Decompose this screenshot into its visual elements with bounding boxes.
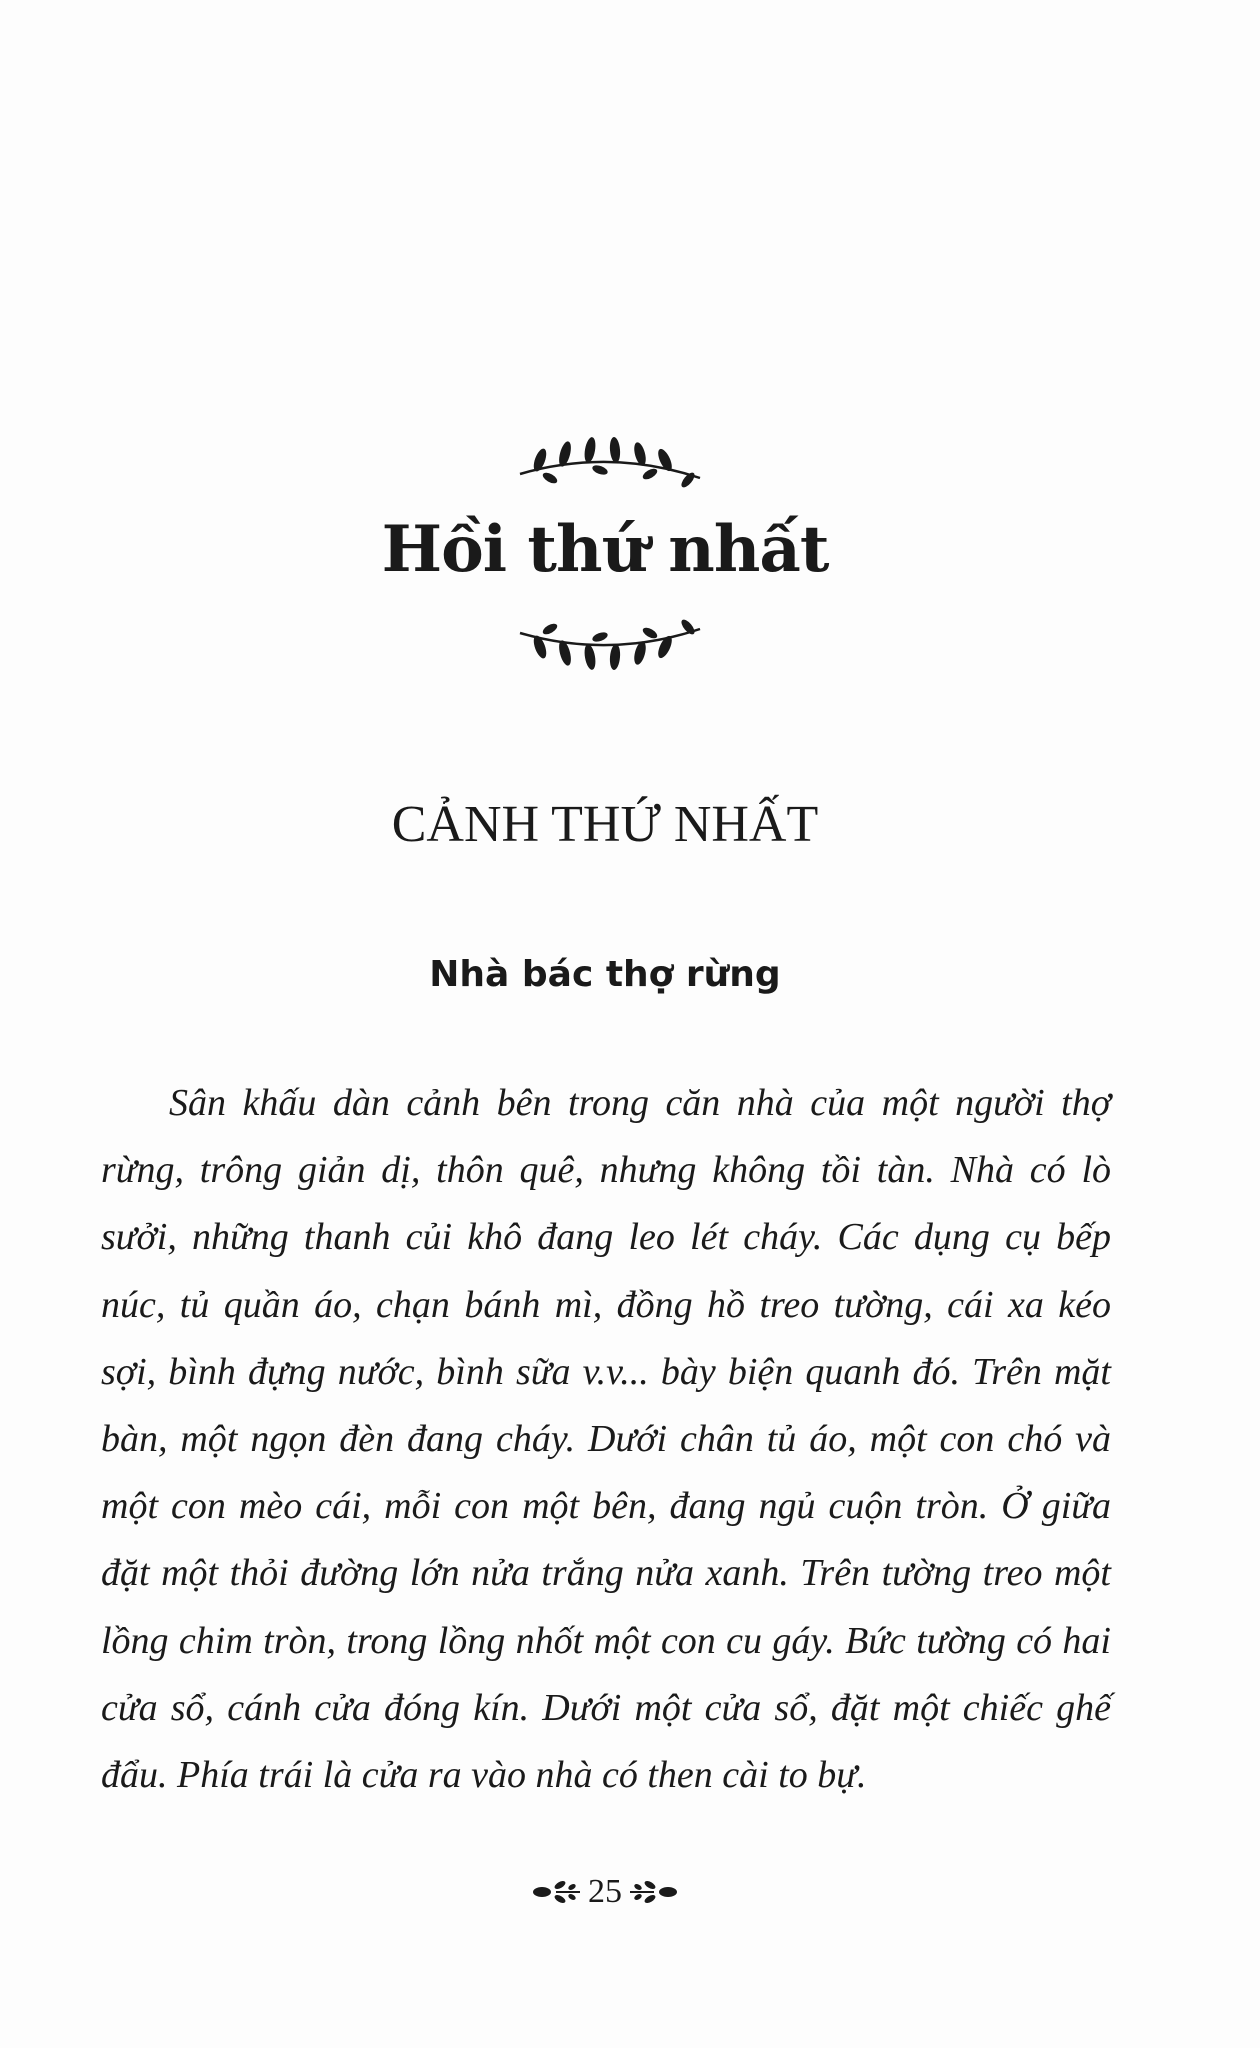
act-title: Hồi thứ nhất	[381, 512, 829, 587]
leaf-flourish-icon	[628, 1878, 684, 1906]
stage-direction-paragraph: Sân khấu dàn cảnh bên trong căn nhà của một người thợ rừng, trông giản dị, thôn quê, nhưng không tồi tàn. Nhà có lò sưởi, những thanh củi khô đang leo lét cháy. Các dụng cụ bếp núc, tủ quần áo, chạn bánh mì, đồng hồ treo tường, cái xa kéo sợi, bình đựng nước, bình sữa v.v... bày biện quanh đó. Trên mặt bàn, một ngọn đèn đang cháy. Dưới chân tủ áo, một con chó và một con mèo cái, mỗi con một bên, đang ngủ cuộn tròn. Ở giữa đặt một thỏi đường lớn nửa trắng nửa xanh. Trên tường treo một lồng chim tròn, trong lồng nhốt một con cu gáy. Bức tường có hai cửa sổ, cánh cửa đóng kín. Dưới một cửa sổ, đặt một chiếc ghế đẩu. Phía trái là cửa ra vào nhà có then cài to bự.	[101, 1082, 1111, 1797]
scene-title: CẢNH THỨ NHẤT	[391, 796, 819, 853]
setting-title: Nhà bác thợ rừng	[429, 954, 781, 995]
page-number: 25	[588, 1873, 622, 1911]
laurel-branch-icon	[510, 615, 710, 675]
page-footer	[0, 1868, 1210, 1914]
laurel-branch-icon	[510, 430, 710, 490]
leaf-flourish-icon	[526, 1878, 582, 1906]
